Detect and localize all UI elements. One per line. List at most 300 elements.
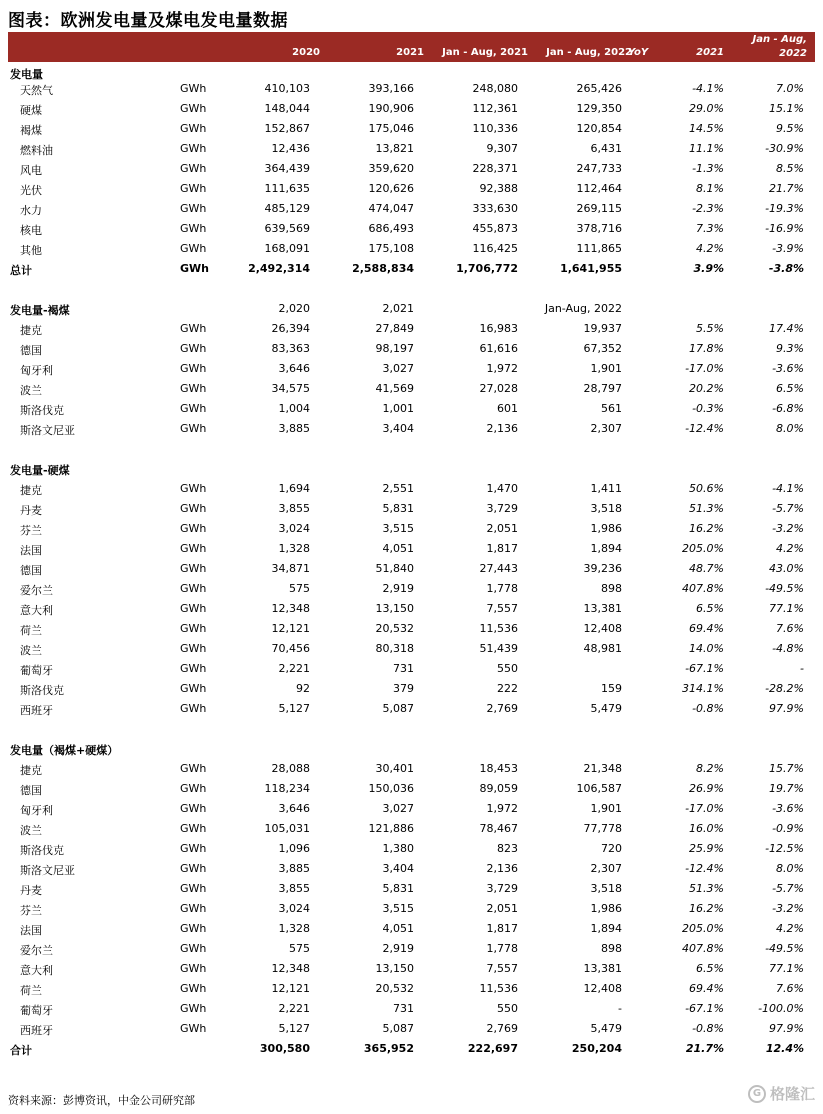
cell-ja22: 111,865 bbox=[576, 242, 622, 255]
table-row bbox=[8, 419, 815, 439]
cell-name: 水力 bbox=[20, 204, 42, 217]
cell-v2021: 4,051 bbox=[382, 922, 414, 935]
cell-v2020: 575 bbox=[289, 942, 310, 955]
cell-ja21: 823 bbox=[497, 842, 518, 855]
cell-name: 光伏 bbox=[20, 184, 42, 197]
cell-v2020: 168,091 bbox=[264, 242, 310, 255]
cell-v2021: 2,551 bbox=[382, 482, 414, 495]
cell-v2021: 5,087 bbox=[382, 702, 414, 715]
cell-yja: 4.2% bbox=[776, 922, 804, 935]
cell-yja: -5.7% bbox=[772, 502, 804, 515]
cell-ja21: 3,729 bbox=[486, 502, 518, 515]
cell-unit: GWh bbox=[180, 802, 207, 815]
cell-ja21: 248,080 bbox=[472, 82, 518, 95]
cell-unit: GWh bbox=[180, 542, 207, 555]
table-row bbox=[8, 799, 815, 819]
cell-v2020: 12,348 bbox=[271, 962, 310, 975]
cell-ja22: 561 bbox=[601, 402, 622, 415]
cell-yja: 97.9% bbox=[769, 1022, 804, 1035]
cell-ja22: 1,986 bbox=[590, 902, 622, 915]
cell-ja21: 78,467 bbox=[479, 822, 518, 835]
cell-ja22: 269,115 bbox=[576, 202, 622, 215]
cell-ja21: 116,425 bbox=[472, 242, 518, 255]
cell-unit: GWh bbox=[180, 422, 207, 435]
cell-y2021: -2.3% bbox=[692, 202, 724, 215]
total-ja22: 1,641,955 bbox=[560, 262, 622, 275]
cell-ja21: 1,817 bbox=[486, 542, 518, 555]
cell-y2021: 5.5% bbox=[696, 322, 724, 335]
cell-v2021: 3,027 bbox=[382, 362, 414, 375]
cell-ja22: 720 bbox=[601, 842, 622, 855]
cell-v2021: 13,821 bbox=[375, 142, 414, 155]
cell-yja: 77.1% bbox=[769, 602, 804, 615]
cell-ja22: 106,587 bbox=[576, 782, 622, 795]
cell-y2021: -17.0% bbox=[685, 802, 724, 815]
cell-y2021: 26.9% bbox=[689, 782, 724, 795]
cell-ja22: 12,408 bbox=[583, 622, 622, 635]
cell-yja: -4.1% bbox=[772, 482, 804, 495]
cell-yja: -100.0% bbox=[758, 1002, 804, 1015]
cell-v2020: 3,646 bbox=[278, 802, 310, 815]
table-row bbox=[8, 359, 815, 379]
cell-y2021: -4.1% bbox=[692, 82, 724, 95]
header-yoy-jan-aug-2022 bbox=[752, 33, 807, 61]
cell-unit: GWh bbox=[180, 622, 207, 635]
cell-ja21: 27,443 bbox=[479, 562, 518, 575]
table-row bbox=[8, 979, 815, 999]
cell-yja: -3.2% bbox=[772, 522, 804, 535]
cell-v2021: 20,532 bbox=[375, 982, 414, 995]
cell-ja22: 898 bbox=[601, 942, 622, 955]
cell-yja: -12.5% bbox=[765, 842, 804, 855]
cell-v2020: 105,031 bbox=[264, 822, 310, 835]
cell-unit: GWh bbox=[180, 482, 207, 495]
cell-yja: 8.0% bbox=[776, 422, 804, 435]
cell-ja21: 222 bbox=[497, 682, 518, 695]
cell-y2021: -67.1% bbox=[685, 1002, 724, 1015]
cell-ja22: 3,518 bbox=[590, 882, 622, 895]
cell-yja: 8.0% bbox=[776, 862, 804, 875]
cell-y2021: 205.0% bbox=[682, 542, 724, 555]
cell-v2021: 190,906 bbox=[368, 102, 414, 115]
cell-y2021: 407.8% bbox=[682, 582, 724, 595]
cell-y2021: 407.8% bbox=[682, 942, 724, 955]
cell-ja22: 5,479 bbox=[590, 1022, 622, 1035]
cell-y2021: -17.0% bbox=[685, 362, 724, 375]
cell-v2021: 120,626 bbox=[368, 182, 414, 195]
cell-y2021: 6.5% bbox=[696, 962, 724, 975]
cell-v2020: 3,646 bbox=[278, 362, 310, 375]
table-row bbox=[8, 879, 815, 899]
cell-v2020: 3,885 bbox=[278, 422, 310, 435]
cell-ja21: 1,817 bbox=[486, 922, 518, 935]
table-row bbox=[8, 239, 815, 259]
cell-v2020: 92 bbox=[296, 682, 310, 695]
cell-unit: GWh bbox=[180, 702, 207, 715]
cell-ja21: 3,729 bbox=[486, 882, 518, 895]
cell-y2021: 51.3% bbox=[689, 882, 724, 895]
total-name: 总计 bbox=[10, 264, 32, 277]
cell-unit: GWh bbox=[180, 502, 207, 515]
cell-ja22: 1,894 bbox=[590, 922, 622, 935]
cell-name: 硬煤 bbox=[20, 104, 42, 117]
cell-ja22: 378,716 bbox=[576, 222, 622, 235]
cell-unit: GWh bbox=[180, 842, 207, 855]
table-row bbox=[8, 399, 815, 419]
cell-v2020: 83,363 bbox=[271, 342, 310, 355]
cell-yja: - bbox=[800, 662, 804, 675]
cell-ja22: 120,854 bbox=[576, 122, 622, 135]
cell-name: 斯洛文尼亚 bbox=[20, 424, 75, 437]
cell-yja: 9.5% bbox=[776, 122, 804, 135]
cell-ja21: 2,136 bbox=[486, 422, 518, 435]
table-row bbox=[8, 959, 815, 979]
cell-v2021: 51,840 bbox=[375, 562, 414, 575]
header-jan-aug-2022: Jan - Aug, 2022 bbox=[546, 47, 632, 58]
table-row bbox=[8, 579, 815, 599]
cell-ja22: 159 bbox=[601, 682, 622, 695]
cell-v2020: 410,103 bbox=[264, 82, 310, 95]
cell-v2020: 1,328 bbox=[278, 922, 310, 935]
section-title-row bbox=[8, 459, 815, 479]
table-row bbox=[8, 539, 815, 559]
cell-unit: GWh bbox=[180, 882, 207, 895]
cell-v2021: 121,886 bbox=[368, 822, 414, 835]
cell-v2021: 20,532 bbox=[375, 622, 414, 635]
cell-y2021: 16.2% bbox=[689, 522, 724, 535]
section-title: 发电量-褐煤 bbox=[10, 304, 70, 317]
table-row bbox=[8, 139, 815, 159]
cell-name: 荷兰 bbox=[20, 984, 42, 997]
table-row bbox=[8, 779, 815, 799]
table-row bbox=[8, 699, 815, 719]
cell-name: 丹麦 bbox=[20, 504, 42, 517]
section-title-row bbox=[8, 739, 815, 759]
cell-name: 风电 bbox=[20, 164, 42, 177]
cell-yja: 7.0% bbox=[776, 82, 804, 95]
cell-ja22: 13,381 bbox=[583, 602, 622, 615]
cell-name: 丹麦 bbox=[20, 884, 42, 897]
cell-ja21: 550 bbox=[497, 1002, 518, 1015]
cell-yja: 7.6% bbox=[776, 982, 804, 995]
cell-v2020: 1,328 bbox=[278, 542, 310, 555]
cell-v2020: 575 bbox=[289, 582, 310, 595]
cell-unit: GWh bbox=[180, 822, 207, 835]
cell-name: 芬兰 bbox=[20, 524, 42, 537]
header-yoy-jan-aug-line1: Jan - Aug, bbox=[752, 34, 807, 45]
cell-v2020: 3,024 bbox=[278, 522, 310, 535]
table-row bbox=[8, 759, 815, 779]
cell-v2020: 12,121 bbox=[271, 982, 310, 995]
cell-unit: GWh bbox=[180, 322, 207, 335]
sub-header-2021: 2,021 bbox=[382, 302, 414, 315]
cell-v2020: 26,394 bbox=[271, 322, 310, 335]
cell-name: 匈牙利 bbox=[20, 364, 53, 377]
table-row bbox=[8, 639, 815, 659]
table-row bbox=[8, 379, 815, 399]
cell-y2021: 17.8% bbox=[689, 342, 724, 355]
cell-unit: GWh bbox=[180, 522, 207, 535]
cell-ja22: 48,981 bbox=[583, 642, 622, 655]
cell-v2020: 639,569 bbox=[264, 222, 310, 235]
total-ja22: 250,204 bbox=[571, 1042, 622, 1055]
cell-unit: GWh bbox=[180, 942, 207, 955]
cell-v2021: 2,919 bbox=[382, 582, 414, 595]
cell-v2020: 5,127 bbox=[278, 702, 310, 715]
cell-yja: 15.7% bbox=[769, 762, 804, 775]
total-ja21: 222,697 bbox=[467, 1042, 518, 1055]
cell-v2020: 111,635 bbox=[264, 182, 310, 195]
cell-v2020: 152,867 bbox=[264, 122, 310, 135]
table-row bbox=[8, 859, 815, 879]
cell-name: 芬兰 bbox=[20, 904, 42, 917]
table-row bbox=[8, 1019, 815, 1039]
cell-v2020: 148,044 bbox=[264, 102, 310, 115]
cell-ja21: 2,051 bbox=[486, 902, 518, 915]
cell-name: 捷克 bbox=[20, 484, 42, 497]
watermark-text: 格隆汇 bbox=[769, 1085, 815, 1103]
table-row bbox=[8, 79, 815, 99]
cell-name: 波兰 bbox=[20, 644, 42, 657]
cell-ja22: 1,986 bbox=[590, 522, 622, 535]
cell-v2020: 12,348 bbox=[271, 602, 310, 615]
page-title: 图表：欧洲发电量及煤电发电量数据 bbox=[8, 11, 288, 31]
cell-unit: GWh bbox=[180, 562, 207, 575]
table-row bbox=[8, 219, 815, 239]
cell-name: 爱尔兰 bbox=[20, 584, 53, 597]
cell-ja22: 77,778 bbox=[583, 822, 622, 835]
cell-ja22: 12,408 bbox=[583, 982, 622, 995]
cell-y2021: 4.2% bbox=[696, 242, 724, 255]
cell-yja: -3.2% bbox=[772, 902, 804, 915]
cell-ja21: 92,388 bbox=[479, 182, 518, 195]
cell-ja21: 2,051 bbox=[486, 522, 518, 535]
cell-ja22: 13,381 bbox=[583, 962, 622, 975]
table-row bbox=[8, 679, 815, 699]
total-v2021: 365,952 bbox=[363, 1042, 414, 1055]
cell-name: 斯洛伐克 bbox=[20, 684, 64, 697]
cell-v2021: 5,831 bbox=[382, 502, 414, 515]
cell-name: 燃料油 bbox=[20, 144, 53, 157]
cell-v2020: 70,456 bbox=[271, 642, 310, 655]
cell-v2020: 5,127 bbox=[278, 1022, 310, 1035]
cell-ja21: 1,778 bbox=[486, 582, 518, 595]
cell-ja21: 333,630 bbox=[472, 202, 518, 215]
cell-v2020: 12,436 bbox=[271, 142, 310, 155]
header-yoy-2021: 2021 bbox=[696, 47, 724, 58]
cell-ja21: 2,136 bbox=[486, 862, 518, 875]
cell-v2021: 474,047 bbox=[368, 202, 414, 215]
cell-ja21: 601 bbox=[497, 402, 518, 415]
cell-yja: 4.2% bbox=[776, 542, 804, 555]
cell-ja21: 110,336 bbox=[472, 122, 518, 135]
cell-name: 斯洛文尼亚 bbox=[20, 864, 75, 877]
cell-ja22: 21,348 bbox=[583, 762, 622, 775]
cell-name: 捷克 bbox=[20, 764, 42, 777]
total-v2020: 300,580 bbox=[259, 1042, 310, 1055]
cell-v2020: 485,129 bbox=[264, 202, 310, 215]
cell-unit: GWh bbox=[180, 362, 207, 375]
cell-y2021: 69.4% bbox=[689, 622, 724, 635]
watermark-logo-icon: G bbox=[748, 1085, 766, 1103]
cell-v2021: 686,493 bbox=[368, 222, 414, 235]
total-yja: 12.4% bbox=[765, 1042, 804, 1055]
total-unit: GWh bbox=[180, 262, 209, 275]
cell-v2021: 359,620 bbox=[368, 162, 414, 175]
cell-y2021: 6.5% bbox=[696, 602, 724, 615]
cell-y2021: 7.3% bbox=[696, 222, 724, 235]
cell-ja22: - bbox=[618, 1002, 622, 1015]
table-row bbox=[8, 839, 815, 859]
table-row bbox=[8, 179, 815, 199]
cell-yja: -49.5% bbox=[765, 582, 804, 595]
cell-yja: 9.3% bbox=[776, 342, 804, 355]
cell-unit: GWh bbox=[180, 862, 207, 875]
cell-v2020: 2,221 bbox=[278, 662, 310, 675]
cell-v2021: 4,051 bbox=[382, 542, 414, 555]
cell-unit: GWh bbox=[180, 962, 207, 975]
cell-ja21: 112,361 bbox=[472, 102, 518, 115]
cell-unit: GWh bbox=[180, 222, 207, 235]
cell-v2021: 13,150 bbox=[375, 962, 414, 975]
cell-name: 其他 bbox=[20, 244, 42, 257]
cell-y2021: 14.5% bbox=[689, 122, 724, 135]
cell-yja: -6.8% bbox=[772, 402, 804, 415]
table-row bbox=[8, 939, 815, 959]
total-row bbox=[8, 1039, 815, 1059]
cell-name: 斯洛伐克 bbox=[20, 844, 64, 857]
cell-yja: 77.1% bbox=[769, 962, 804, 975]
cell-y2021: 69.4% bbox=[689, 982, 724, 995]
cell-v2020: 3,885 bbox=[278, 862, 310, 875]
cell-ja21: 9,307 bbox=[486, 142, 518, 155]
cell-v2020: 364,439 bbox=[264, 162, 310, 175]
cell-v2020: 3,024 bbox=[278, 902, 310, 915]
cell-yja: 43.0% bbox=[769, 562, 804, 575]
cell-v2021: 5,831 bbox=[382, 882, 414, 895]
cell-yja: 97.9% bbox=[769, 702, 804, 715]
cell-v2021: 30,401 bbox=[375, 762, 414, 775]
cell-yja: 21.7% bbox=[769, 182, 804, 195]
cell-ja21: 550 bbox=[497, 662, 518, 675]
cell-unit: GWh bbox=[180, 82, 207, 95]
cell-ja21: 1,972 bbox=[486, 802, 518, 815]
cell-name: 核电 bbox=[20, 224, 42, 237]
cell-name: 波兰 bbox=[20, 384, 42, 397]
cell-unit: GWh bbox=[180, 662, 207, 675]
cell-v2021: 379 bbox=[393, 682, 414, 695]
cell-unit: GWh bbox=[180, 142, 207, 155]
cell-ja21: 455,873 bbox=[472, 222, 518, 235]
sub-header-2020: 2,020 bbox=[278, 302, 310, 315]
cell-unit: GWh bbox=[180, 122, 207, 135]
table-row bbox=[8, 199, 815, 219]
cell-v2020: 3,855 bbox=[278, 502, 310, 515]
cell-y2021: -12.4% bbox=[685, 422, 724, 435]
cell-yja: -49.5% bbox=[765, 942, 804, 955]
cell-yja: -3.6% bbox=[772, 362, 804, 375]
cell-v2020: 118,234 bbox=[264, 782, 310, 795]
cell-yja: 17.4% bbox=[769, 322, 804, 335]
cell-name: 意大利 bbox=[20, 604, 53, 617]
cell-yja: -3.6% bbox=[772, 802, 804, 815]
total-yja: -3.8% bbox=[768, 262, 804, 275]
cell-name: 天然气 bbox=[20, 84, 53, 97]
table-row bbox=[8, 99, 815, 119]
cell-y2021: 50.6% bbox=[689, 482, 724, 495]
cell-ja21: 27,028 bbox=[479, 382, 518, 395]
table-row bbox=[8, 499, 815, 519]
cell-name: 德国 bbox=[20, 344, 42, 357]
cell-yja: 8.5% bbox=[776, 162, 804, 175]
cell-v2020: 12,121 bbox=[271, 622, 310, 635]
sub-header-jan-aug-2022: Jan-Aug, 2022 bbox=[544, 302, 622, 315]
table-row bbox=[8, 119, 815, 139]
cell-y2021: -1.3% bbox=[692, 162, 724, 175]
cell-ja21: 228,371 bbox=[472, 162, 518, 175]
cell-ja21: 2,769 bbox=[486, 1022, 518, 1035]
cell-v2021: 80,318 bbox=[375, 642, 414, 655]
table-row bbox=[8, 339, 815, 359]
cell-name: 爱尔兰 bbox=[20, 944, 53, 957]
table-row bbox=[8, 519, 815, 539]
cell-ja21: 1,470 bbox=[486, 482, 518, 495]
cell-ja22: 1,894 bbox=[590, 542, 622, 555]
cell-name: 法国 bbox=[20, 924, 42, 937]
table-row bbox=[8, 319, 815, 339]
cell-v2021: 41,569 bbox=[375, 382, 414, 395]
cell-y2021: -0.8% bbox=[692, 702, 724, 715]
cell-unit: GWh bbox=[180, 582, 207, 595]
cell-unit: GWh bbox=[180, 1022, 207, 1035]
cell-y2021: 29.0% bbox=[689, 102, 724, 115]
watermark bbox=[748, 1083, 815, 1104]
total-name: 合计 bbox=[10, 1044, 32, 1057]
cell-yja: -4.8% bbox=[772, 642, 804, 655]
cell-name: 葡萄牙 bbox=[20, 664, 53, 677]
source-note: 资料来源：彭博资讯，中金公司研究部 bbox=[8, 1094, 195, 1107]
table-row bbox=[8, 899, 815, 919]
cell-ja22: 247,733 bbox=[576, 162, 622, 175]
cell-ja22: 3,518 bbox=[590, 502, 622, 515]
cell-ja21: 18,453 bbox=[479, 762, 518, 775]
cell-y2021: 8.2% bbox=[696, 762, 724, 775]
cell-name: 法国 bbox=[20, 544, 42, 557]
cell-v2021: 1,001 bbox=[382, 402, 414, 415]
total-v2021: 2,588,834 bbox=[352, 262, 414, 275]
cell-ja22: 6,431 bbox=[590, 142, 622, 155]
cell-unit: GWh bbox=[180, 1002, 207, 1015]
cell-ja22: 2,307 bbox=[590, 422, 622, 435]
cell-ja22: 39,236 bbox=[583, 562, 622, 575]
cell-ja21: 2,769 bbox=[486, 702, 518, 715]
cell-y2021: 25.9% bbox=[689, 842, 724, 855]
table-row bbox=[8, 599, 815, 619]
cell-yja: 7.6% bbox=[776, 622, 804, 635]
table-row bbox=[8, 559, 815, 579]
cell-y2021: 205.0% bbox=[682, 922, 724, 935]
cell-y2021: -67.1% bbox=[685, 662, 724, 675]
cell-name: 斯洛伐克 bbox=[20, 404, 64, 417]
cell-yja: -19.3% bbox=[765, 202, 804, 215]
header-jan-aug-2021: Jan - Aug, 2021 bbox=[442, 47, 528, 58]
table-row bbox=[8, 479, 815, 499]
table-row bbox=[8, 159, 815, 179]
cell-unit: GWh bbox=[180, 202, 207, 215]
cell-ja21: 7,557 bbox=[486, 602, 518, 615]
cell-name: 荷兰 bbox=[20, 624, 42, 637]
cell-name: 意大利 bbox=[20, 964, 53, 977]
